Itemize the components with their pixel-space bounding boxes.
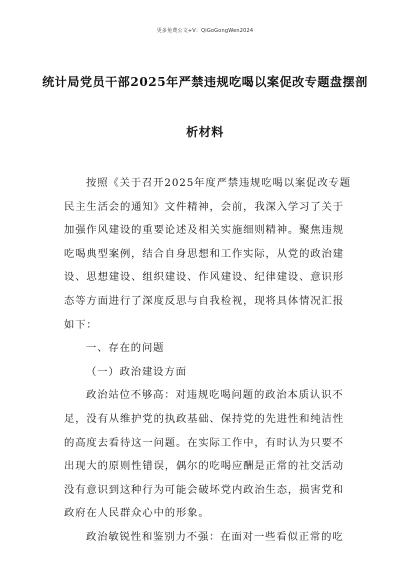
paragraph-line: 政治敏锐性和鉴别力不强：在面对一些看似正常的吃 [86,530,344,543]
paragraph-line: 出现大的原则性错误，偶尔的吃喝应酬是正常的社交活动 [64,460,344,473]
paragraph-line: 的高度去看待这一问题。在实际工作中，有时认为只要不 [64,436,344,449]
paragraph-line: 足，没有从维护党的执政基础、保持党的先进性和纯洁性 [64,412,344,425]
document-title-line-1: 统计局党员干部2025年严禁违规吃喝以案促改专题盘摆剖 [42,75,368,89]
header-note: 更多免费公文+V：QiGoGongWen2024 [156,28,254,34]
document-body [64,172,351,550]
paragraph-line: 民主生活会的通知》文件精神，会前，我深入学习了关于 [64,200,344,213]
paragraph-line: 加强作风建设的重要论述及相关实施细则精神。聚焦违规 [64,224,344,237]
paragraph-line: 没有意识到这种行为可能会破坏党内政治生态，损害党和 [64,483,344,496]
paragraph-line: 按照《关于召开2025年度严禁违规吃喝以案促改专题 [86,177,351,189]
paragraph-line: 吃喝典型案例，结合自身思想和工作实际，从党的政治建 [64,247,344,260]
paragraph-line: 态等方面进行了深度反思与自我检视，现将具体情况汇报 [64,294,344,307]
document-title-line-2: 析材料 [186,125,224,139]
subsection-heading: （一）政治建设方面 [86,365,187,378]
paragraph-line: 设、思想建设、组织建设、作风建设、纪律建设、意识形 [64,271,344,284]
paragraph-line: 政府在人民群众心中的形象。 [64,507,210,520]
paragraph-line: 政治站位不够高：对违规吃喝问题的政治本质认识不 [86,389,344,402]
paragraph-line: 如下： [64,318,98,331]
section-heading: 一、存在的问题 [86,342,165,355]
